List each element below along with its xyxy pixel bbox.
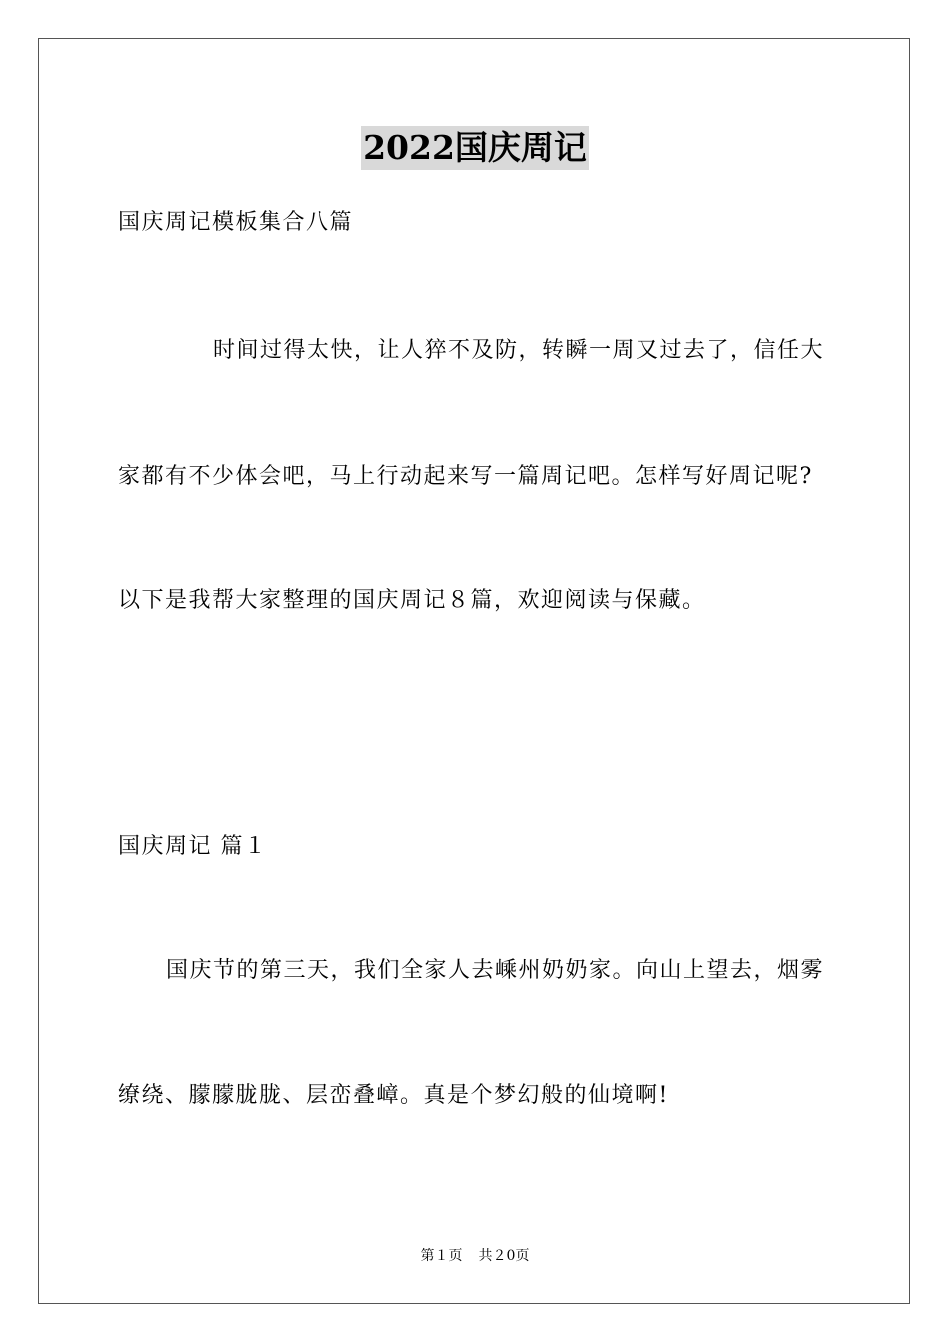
body-line-1: 国庆节的第三天，我们全家人去嵊州奶奶家。向山上望去，烟雾: [166, 958, 825, 983]
page-footer: [0, 1246, 950, 1266]
intro-line-2: 家都有不少体会吧，马上行动起来写一篇周记吧。怎样写好周记呢?: [118, 464, 813, 489]
body-line-2: 缭绕、朦朦胧胧、层峦叠嶂。真是个梦幻般的仙境啊!: [118, 1083, 669, 1108]
page-number-total: 共２0页: [478, 1248, 530, 1264]
page-number-current: 第１页: [420, 1248, 463, 1264]
title-container: [0, 126, 950, 170]
intro-line-1: 时间过得太快，让人猝不及防，转瞬一周又过去了，信任大: [213, 338, 825, 363]
intro-line-3: 以下是我帮大家整理的国庆周记８篇，欢迎阅读与保藏。: [118, 588, 706, 613]
document-subtitle: 国庆周记模板集合八篇: [118, 210, 354, 235]
document-title: 2022国庆周记: [361, 126, 589, 170]
section-heading: 国庆周记 篇１: [118, 834, 268, 859]
